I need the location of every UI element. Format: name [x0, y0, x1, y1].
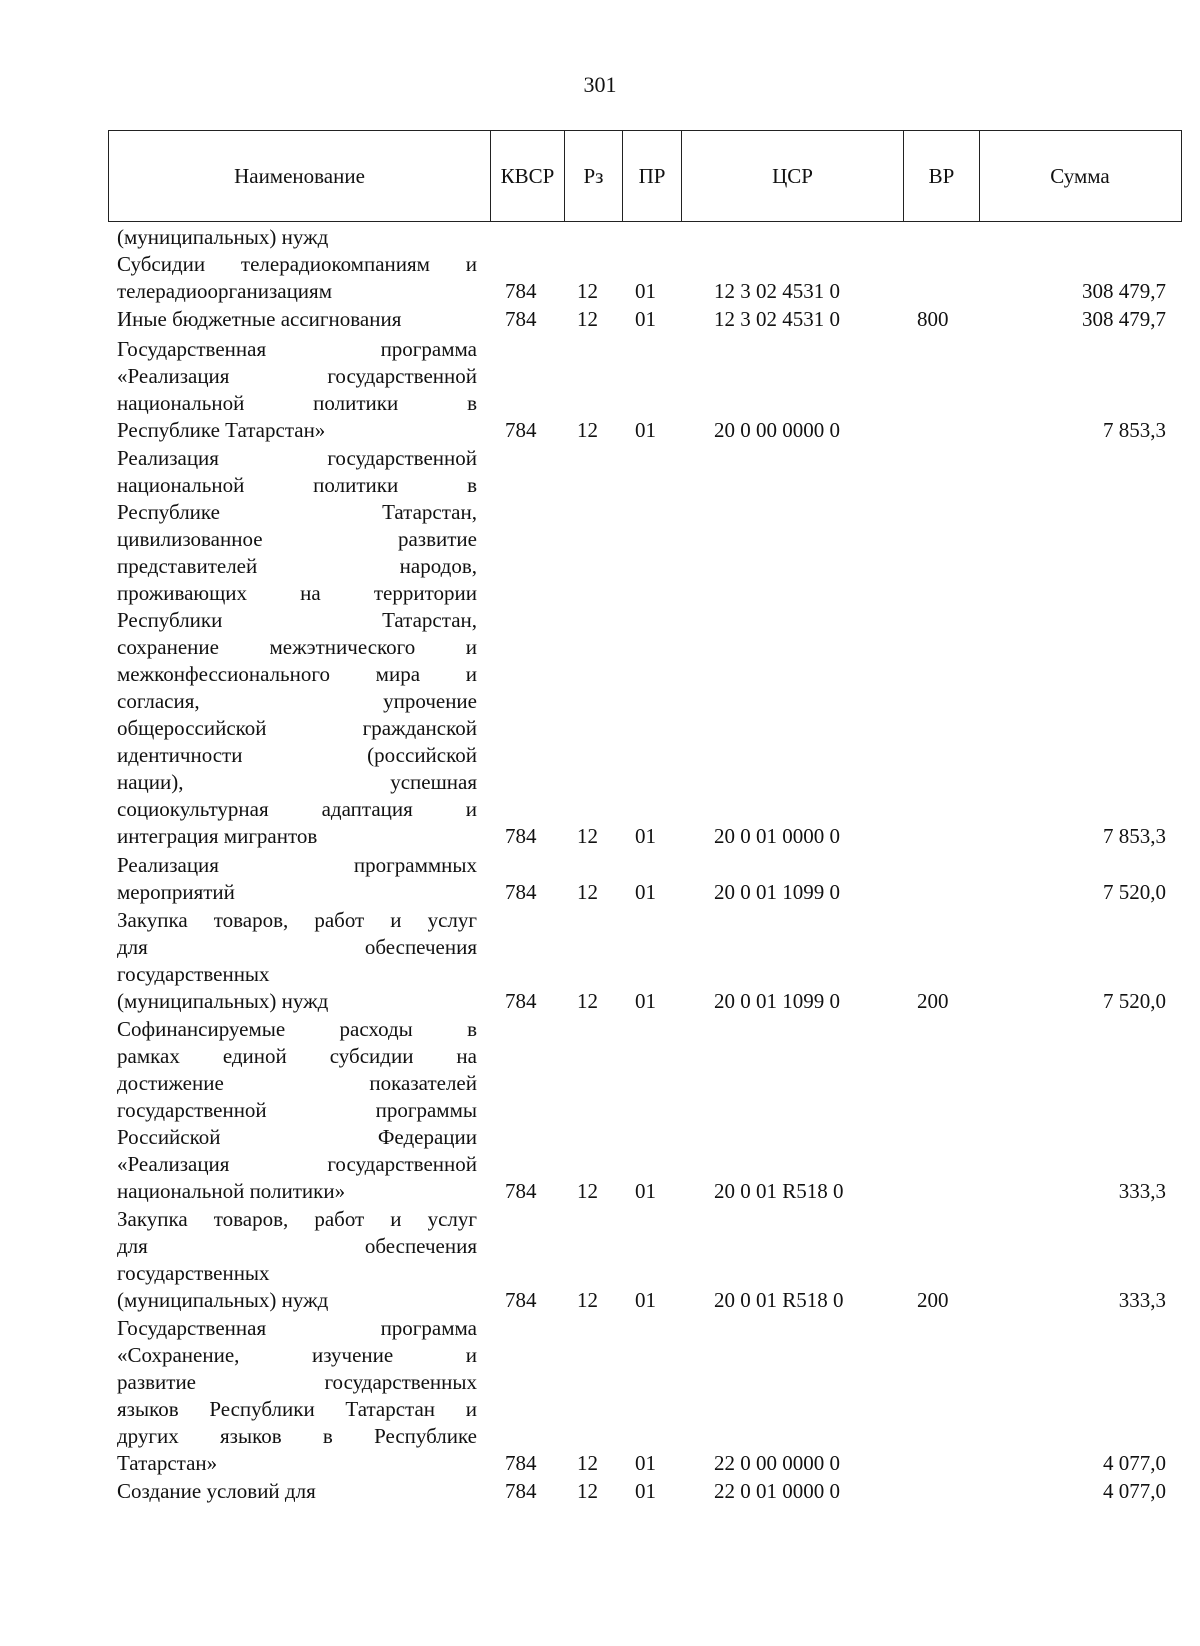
row-csr: 20 0 00 0000 0: [714, 418, 840, 442]
row-name: [117, 1016, 477, 1205]
table-row: [0, 907, 1200, 1015]
table-row: [0, 852, 1200, 906]
row-name: [117, 1315, 477, 1477]
row-name-line: Закупка товаров, работ и услуг: [117, 908, 477, 932]
row-name-line: «Сохранение, изучение и: [117, 1343, 477, 1367]
row-name-line: Иные бюджетные ассигнования: [117, 307, 402, 331]
row-kvsr: 784: [505, 418, 537, 442]
row-rz: 12: [577, 880, 598, 904]
table-body: [0, 224, 1200, 1505]
row-name-line: (муниципальных) нужд: [117, 1288, 329, 1312]
row-kvsr: 784: [505, 989, 537, 1013]
row-pr: 01: [635, 1451, 656, 1475]
table-row: [0, 336, 1200, 444]
row-vr: 200: [917, 1288, 949, 1312]
row-name: [117, 445, 477, 850]
row-name-line: достижение показателей: [117, 1071, 477, 1095]
row-csr: 12 3 02 4531 0: [714, 307, 840, 331]
row-vr: 200: [917, 989, 949, 1013]
row-kvsr: 784: [505, 279, 537, 303]
row-rz: 12: [577, 307, 598, 331]
row-sum: 308 479,7: [1082, 307, 1166, 331]
row-name-line: межконфессионального мира и: [117, 662, 477, 686]
row-name: [117, 1206, 477, 1314]
row-name-line: Государственная программа: [117, 337, 477, 361]
row-name-line: языков Республики Татарстан и: [117, 1397, 477, 1421]
row-pr: 01: [635, 1288, 656, 1312]
row-rz: 12: [577, 418, 598, 442]
row-rz: 12: [577, 1479, 598, 1503]
row-name-line: для обеспечения: [117, 935, 477, 959]
row-sum: 7 853,3: [1103, 418, 1166, 442]
row-name: [117, 251, 477, 305]
row-name-line: (муниципальных) нужд: [117, 989, 329, 1013]
row-name-line: для обеспечения: [117, 1234, 477, 1258]
row-csr: 20 0 01 1099 0: [714, 989, 840, 1013]
row-csr: 12 3 02 4531 0: [714, 279, 840, 303]
row-csr: 20 0 01 R518 0: [714, 1179, 844, 1203]
row-kvsr: 784: [505, 307, 537, 331]
row-name-line: телерадиоорганизациям: [117, 279, 332, 303]
row-vr: 800: [917, 307, 949, 331]
row-name-line: государственных: [117, 962, 270, 986]
row-name-line: Реализация государственной: [117, 446, 477, 470]
row-rz: 12: [577, 1288, 598, 1312]
row-name-line: интеграция мигрантов: [117, 824, 318, 848]
row-name-line: Татарстан»: [117, 1451, 218, 1475]
row-name-line: мероприятий: [117, 880, 235, 904]
row-pr: 01: [635, 1179, 656, 1203]
header-vr: ВР: [904, 131, 980, 221]
table-row: [0, 251, 1200, 305]
row-name: [117, 336, 477, 444]
row-name-line: нации), успешная: [117, 770, 477, 794]
row-name-line: Реализация программных: [117, 853, 477, 877]
row-name-line: других языков в Республике: [117, 1424, 477, 1448]
row-name-line: общероссийской гражданской: [117, 716, 477, 740]
row-pr: 01: [635, 307, 656, 331]
row-name-line: Республике Татарстан»: [117, 418, 326, 442]
row-name-line: Закупка товаров, работ и услуг: [117, 1207, 477, 1231]
row-kvsr: 784: [505, 880, 537, 904]
row-pr: 01: [635, 880, 656, 904]
header-kvsr: КВСР: [491, 131, 565, 221]
row-sum: 333,3: [1118, 1179, 1166, 1203]
row-pr: 01: [635, 418, 656, 442]
header-rz: Рз: [565, 131, 623, 221]
row-csr: 20 0 01 0000 0: [714, 824, 840, 848]
row-name: [117, 852, 477, 906]
row-kvsr: 784: [505, 824, 537, 848]
row-name-line: представителей народов,: [117, 554, 477, 578]
row-rz: 12: [577, 279, 598, 303]
row-sum: 308 479,7: [1082, 279, 1166, 303]
row-sum: 7 520,0: [1103, 880, 1166, 904]
row-name-line: национальной политики в: [117, 473, 477, 497]
table-header: [108, 130, 1182, 222]
table-row: [0, 1315, 1200, 1477]
row-name-line: государственной программы: [117, 1098, 477, 1122]
header-sum: Сумма: [1050, 163, 1110, 188]
row-sum: 333,3: [1118, 1288, 1166, 1312]
header-name: Наименование: [109, 131, 491, 221]
row-name-line: национальной политики»: [117, 1179, 346, 1203]
row-name-line: Российской Федерации: [117, 1125, 477, 1149]
row-rz: 12: [577, 1451, 598, 1475]
row-csr: 22 0 00 0000 0: [714, 1451, 840, 1475]
row-csr: 20 0 01 R518 0: [714, 1288, 844, 1312]
row-name-line: «Реализация государственной: [117, 364, 477, 388]
row-name-line: Республики Татарстан,: [117, 608, 477, 632]
row-pr: 01: [635, 989, 656, 1013]
table-row: [0, 1206, 1200, 1314]
row-name-line: Республике Татарстан,: [117, 500, 477, 524]
row-kvsr: 784: [505, 1288, 537, 1312]
row-name-line: сохранение межэтнического и: [117, 635, 477, 659]
row-kvsr: 784: [505, 1451, 537, 1475]
table-row: [0, 1478, 1200, 1505]
row-name-line: Субсидии телерадиокомпаниям и: [117, 252, 477, 276]
row-sum: 4 077,0: [1103, 1479, 1166, 1503]
row-name: [117, 306, 477, 333]
row-name-line: Государственная программа: [117, 1316, 477, 1340]
page-number: 301: [583, 72, 617, 97]
row-name: [117, 224, 477, 251]
row-kvsr: 784: [505, 1479, 537, 1503]
row-name-line: государственных: [117, 1261, 270, 1285]
row-rz: 12: [577, 1179, 598, 1203]
row-name-line: Создание условий для: [117, 1479, 316, 1503]
row-name: [117, 907, 477, 1015]
table-row: [0, 306, 1200, 333]
row-pr: 01: [635, 1479, 656, 1503]
header-csr: ЦСР: [682, 131, 904, 221]
row-name-line: согласия, упрочение: [117, 689, 477, 713]
row-name-line: (муниципальных) нужд: [117, 225, 329, 249]
row-kvsr: 784: [505, 1179, 537, 1203]
row-pr: 01: [635, 824, 656, 848]
row-rz: 12: [577, 824, 598, 848]
row-sum: 4 077,0: [1103, 1451, 1166, 1475]
row-name-line: цивилизованное развитие: [117, 527, 477, 551]
row-csr: 20 0 01 1099 0: [714, 880, 840, 904]
row-pr: 01: [635, 279, 656, 303]
header-pr: ПР: [623, 131, 682, 221]
row-name-line: проживающих на территории: [117, 581, 477, 605]
row-name: [117, 1478, 477, 1505]
table-row: [0, 445, 1200, 850]
table-row: [0, 1016, 1200, 1205]
row-name-line: развитие государственных: [117, 1370, 477, 1394]
table-row: [0, 224, 1200, 251]
row-name-line: социокультурная адаптация и: [117, 797, 477, 821]
row-name-line: рамках единой субсидии на: [117, 1044, 477, 1068]
row-name-line: «Реализация государственной: [117, 1152, 477, 1176]
row-sum: 7 520,0: [1103, 989, 1166, 1013]
row-name-line: идентичности (российской: [117, 743, 477, 767]
row-rz: 12: [577, 989, 598, 1013]
row-name-line: Софинансируемые расходы в: [117, 1017, 477, 1041]
row-csr: 22 0 01 0000 0: [714, 1479, 840, 1503]
row-name-line: национальной политики в: [117, 391, 477, 415]
row-sum: 7 853,3: [1103, 824, 1166, 848]
